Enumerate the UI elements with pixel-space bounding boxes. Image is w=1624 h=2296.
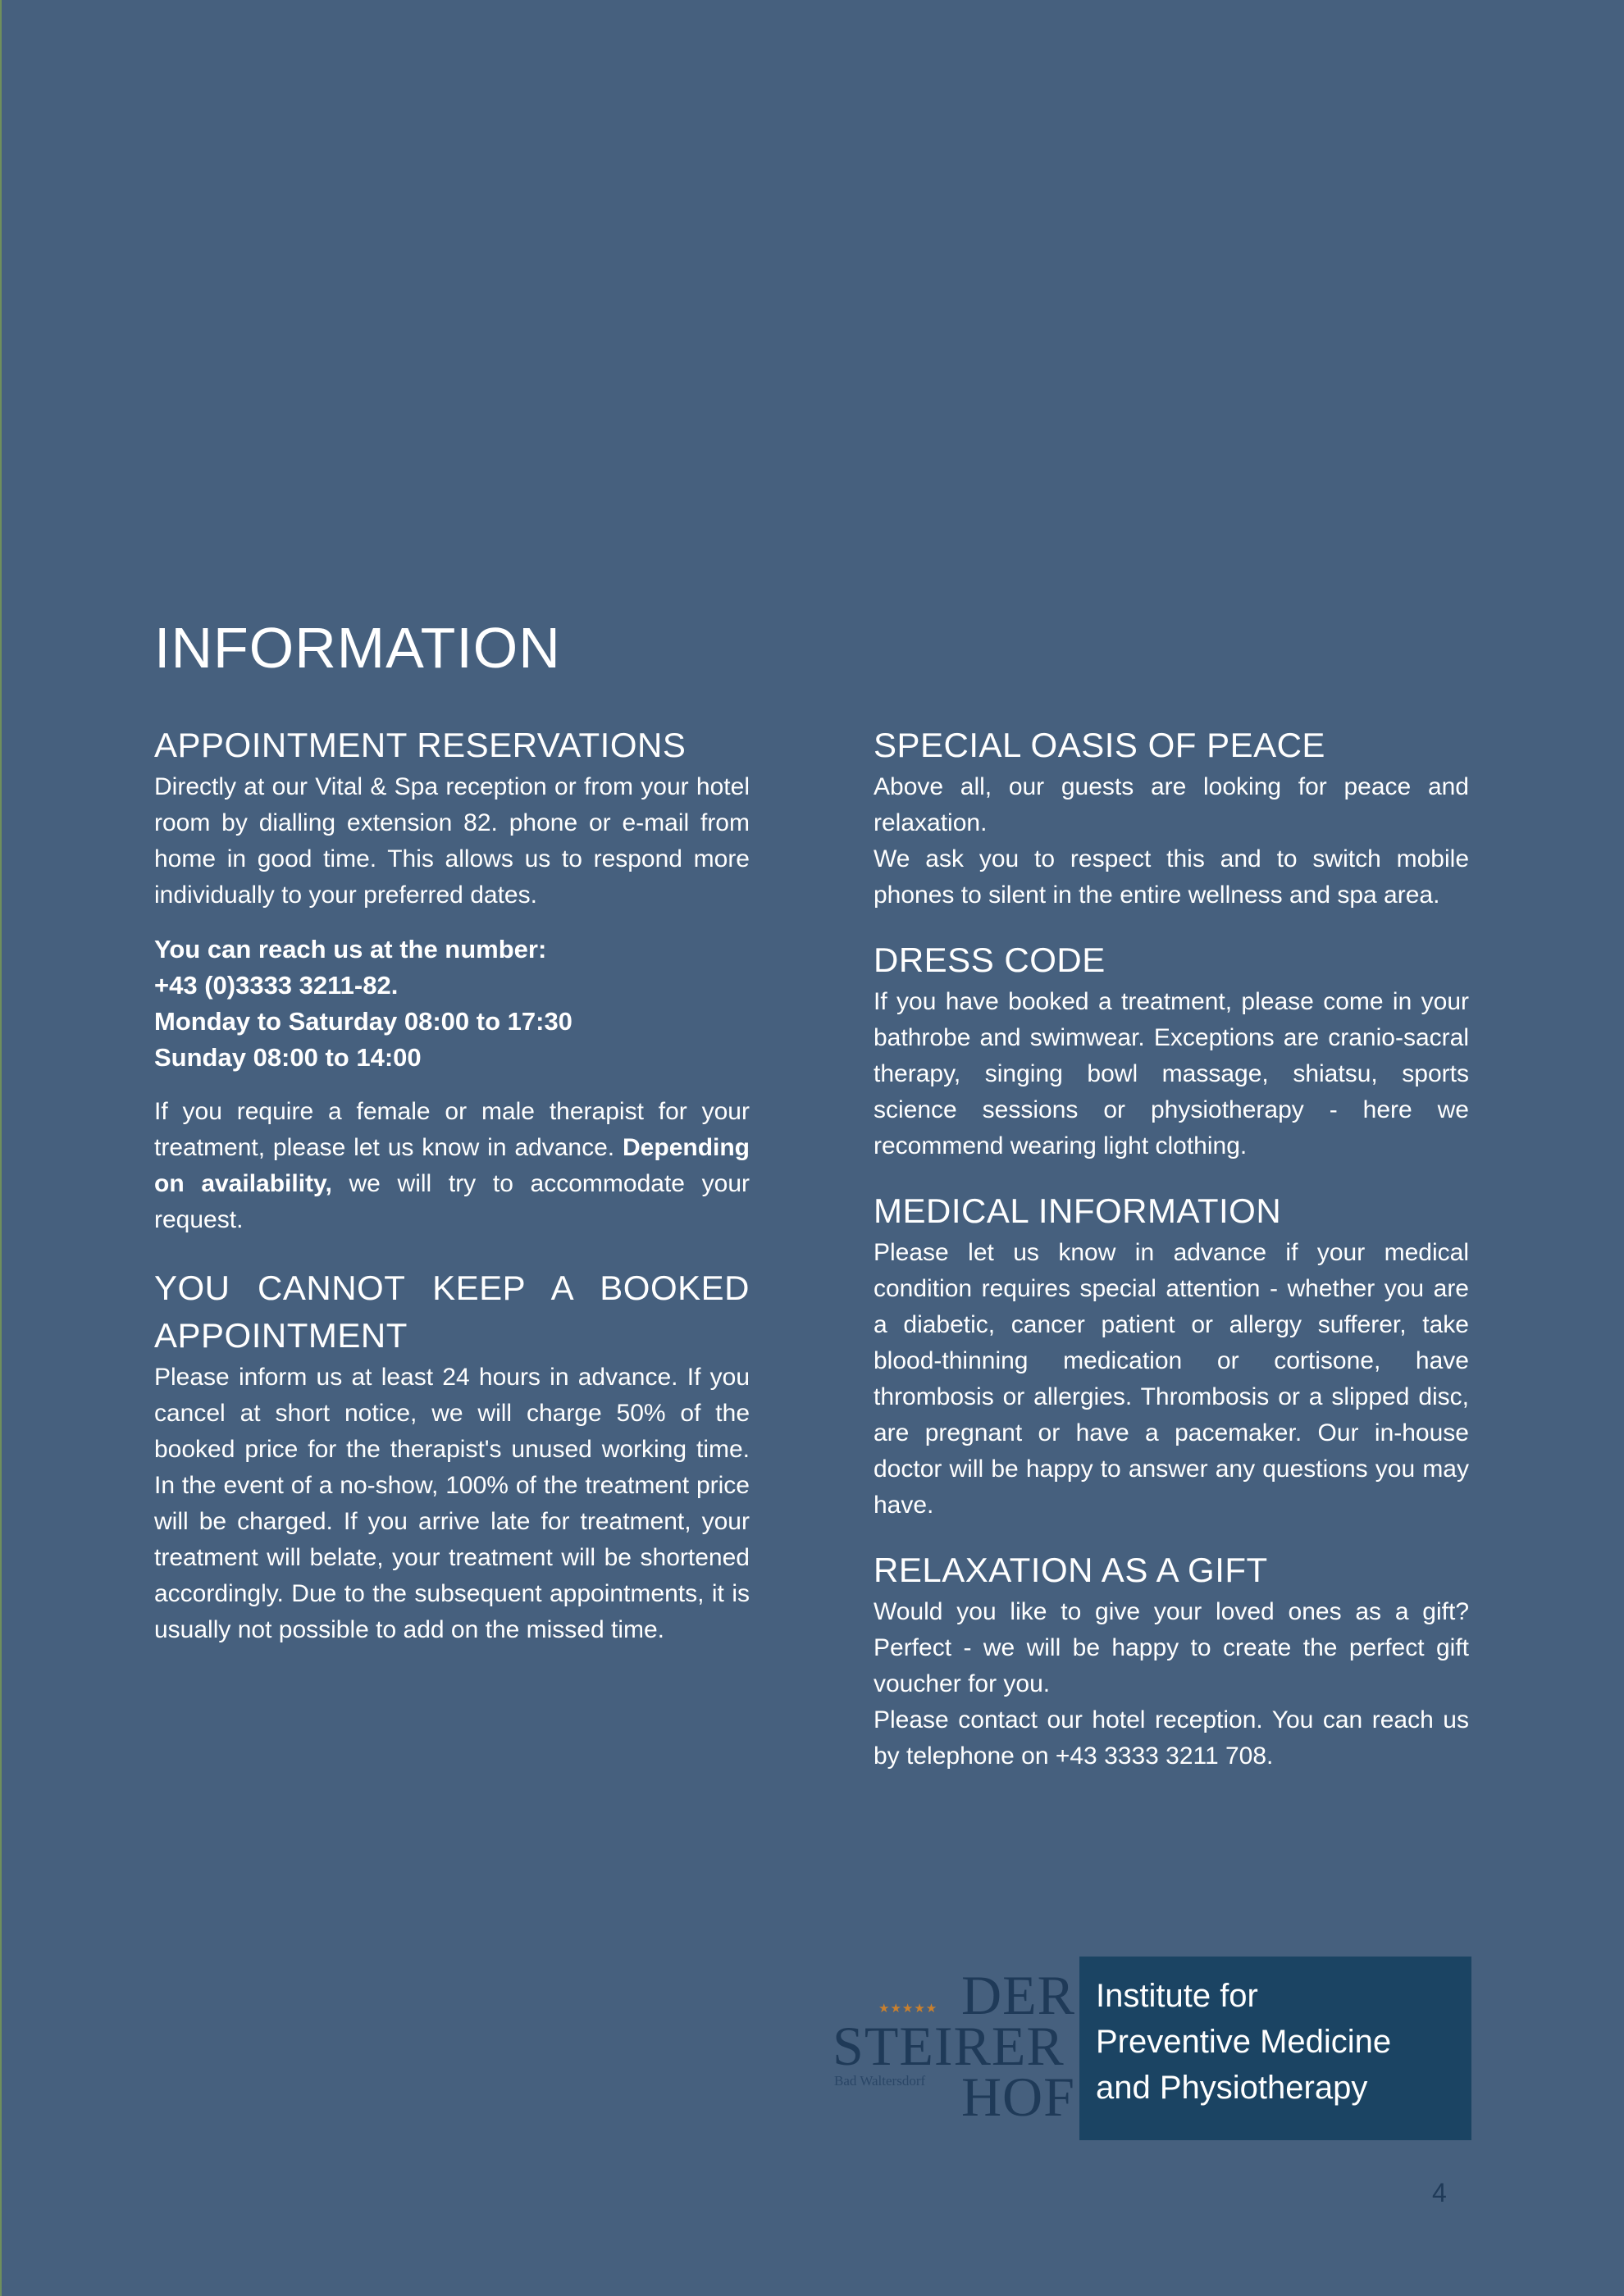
institute-line-2: Preventive Medicine <box>1096 2024 1392 2060</box>
therapist-text-a: If you require a female or male therapist for your treatment, please let us know in advance. <box>154 1098 750 1161</box>
page-edge <box>0 0 2 2296</box>
page-number: 4 <box>1432 2178 1447 2207</box>
page-title: INFORMATION <box>154 616 561 680</box>
therapist-text <box>154 1094 750 1238</box>
contact-block <box>154 932 750 1076</box>
oasis-text-2: We ask you to respect this and to switch mobile phones to silent in the entire wellness and spa area. <box>874 845 1469 909</box>
contact-phone: +43 (0)3333 3211-82. <box>154 971 399 1000</box>
gift-section <box>874 1547 1469 1774</box>
institute-line-1: Institute for <box>1096 1978 1258 2014</box>
dress-text: If you have booked a treatment, please come in your bathrobe and swimwear. Exceptions are cranio-sacral therapy, singing bowl massage, shiatsu, sports science sessions or physiotherapy - here we recommend wearing light clothing. <box>874 988 1469 1159</box>
reservations-section <box>154 722 750 1238</box>
contact-intro: You can reach us at the number: <box>154 935 547 963</box>
brand-der: DER <box>961 1964 1075 2026</box>
star-rating-icon: ★★★★★ <box>878 2002 938 2016</box>
brand-steirer: STEIRER <box>833 2015 1065 2077</box>
reservations-text: Directly at our Vital & Spa reception or from your hotel room by dialling extension 82. phone or e-mail from home in good time. This allows us to respond more individually to your preferred dates. <box>154 773 750 909</box>
left-column <box>154 722 750 1671</box>
dress-section <box>874 936 1469 1164</box>
institute-line-3: and Physiotherapy <box>1096 2070 1368 2106</box>
gift-text-2: Please contact our hotel reception. You can reach us by telephone on +43 3333 3211 708. <box>874 1706 1469 1770</box>
right-column <box>874 722 1469 1797</box>
steirerhof-logo <box>833 1966 1075 2139</box>
medical-heading: MEDICAL INFORMATION <box>874 1191 1282 1230</box>
institute-label-box <box>1079 1957 1471 2140</box>
therapist-text-b: we will try to accommodate your request. <box>154 1170 750 1233</box>
medical-section <box>874 1187 1469 1524</box>
availability-bold: Depending on availability, <box>154 1134 750 1197</box>
cancel-section <box>154 1264 750 1648</box>
weekday-hours: Monday to Saturday 08:00 to 17:30 <box>154 1007 573 1036</box>
oasis-section <box>874 722 1469 913</box>
gift-text-1: Would you like to give your loved ones as a gift? Perfect - we will be happy to create the perfect gift voucher for you. <box>874 1598 1469 1697</box>
sunday-hours: Sunday 08:00 to 14:00 <box>154 1043 422 1072</box>
brand-location: Bad Waltersdorf <box>834 2073 926 2089</box>
reservations-heading: APPOINTMENT RESERVATIONS <box>154 726 687 764</box>
brand-hof: HOF <box>960 2066 1075 2128</box>
cancel-text: Please inform us at least 24 hours in advance. If you cancel at short notice, we will charge 50% of the booked price for the therapist's unused working time. In the event of a no-show, 100% of the treatment price will be charged. If you arrive late for treatment, your treatment will belate, your treatment will be shortened accordingly. Due to the subsequent appointments, it is usually not possible to add on the missed time. <box>154 1364 750 1643</box>
medical-text: Please let us know in advance if your medical condition requires special attention - whether you are a diabetic, cancer patient or allergy sufferer, take blood-thinning medication or cortisone, have thrombosis or allergies. Thrombosis or a slipped disc, are pregnant or have a pacemaker. Our in-house doctor will be happy to answer any questions you may have. <box>874 1239 1469 1519</box>
gift-heading: RELAXATION AS A GIFT <box>874 1551 1268 1589</box>
cancel-heading: YOU CANNOT KEEP A BOOKED APPOINTMENT <box>154 1269 750 1355</box>
oasis-text-1: Above all, our guests are looking for peace and relaxation. <box>874 773 1469 836</box>
dress-heading: DRESS CODE <box>874 941 1106 979</box>
oasis-heading: SPECIAL OASIS OF PEACE <box>874 726 1325 764</box>
